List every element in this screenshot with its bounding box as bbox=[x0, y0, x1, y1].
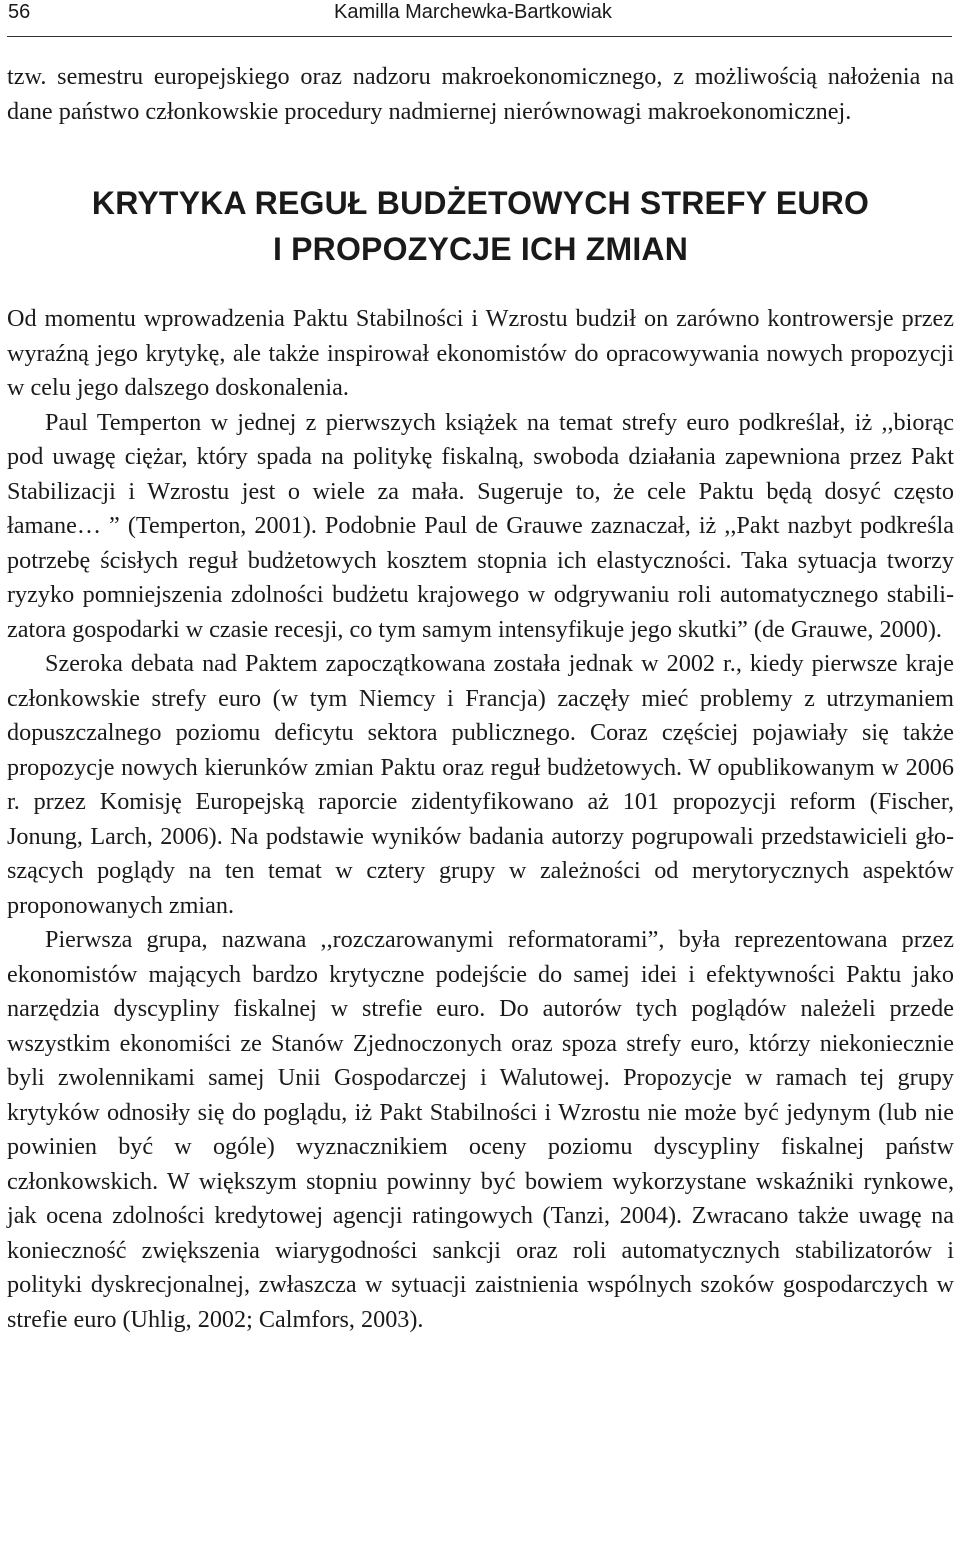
body-text bbox=[7, 60, 954, 1337]
page-number: 56 bbox=[8, 1, 31, 23]
header-rule bbox=[7, 36, 952, 37]
section-heading-line-2: I PROPOZYCJE ICH ZMIAN bbox=[272, 231, 689, 267]
running-header-author: Kamilla Marchewka-Bartkowiak bbox=[334, 1, 612, 23]
paragraph-4: Pierwsza grupa, nazwana ,,rozczarowanymi reformatorami”, była reprezentowana przez ekonomistów mających bardzo krytyczne podejście do samej idei i efektywności Paktu jako narzędzia dyscypliny fiskalnej w strefie euro. Do autorów tych poglądów należeli przede wszystkim ekonomiści ze Stanów Zjednoczonych oraz spoza strefy euro, którzy niekoniecznie byli zwolennikami samej Unii Gospodarczej i Walutowej. Propozycje w ramach tej grupy krytyków odnosiły się do poglądu, iż Pakt Stabilności i Wzrostu nie może być jedynym (lub nie powinien być w ogóle) wyznacznikiem oceny poziomu dyscypliny fiskalnej państw członkowskich. W większym stopniu powinny być bowiem wykorzystane wskaźniki rynkowe, jak ocena zdolności kredytowej agencji ratingowych (Tanzi, 2004). Zwracano także uwagę na konieczność zwiększenia wiarygodności sankcji oraz roli automatycznych stabilizatorów i polityki dyskrecjonalnej, zwłaszcza w sytuacji zaistnienia wspólnych szoków gospodarczych w strefie euro (Uhlig, 2002; Calmfors, 2003). bbox=[7, 926, 954, 1333]
paragraph-1: Od momentu wprowadzenia Paktu Stabilności i Wzrostu budził on zarówno kontrowersje przez wyraźną jego krytykę, ale także inspirował ekonomistów do opracowywania nowych propozycji w celu jego dalszego doskonalenia. bbox=[7, 305, 954, 401]
section-heading bbox=[7, 180, 954, 272]
section-heading-line-1: KRYTYKA REGUŁ BUDŻETOWYCH STREFY EURO bbox=[91, 185, 870, 221]
paragraph-3: Szeroka debata nad Paktem zapoczątkowana została jednak w 2002 r., kiedy pierwsze kraje członkowskie strefy euro (w tym Niemcy i Francja) zaczęły mieć problemy z utrzymaniem dopuszczalnego poziomu deficytu sektora publicznego. Coraz częściej pojawiały się także propozycje nowych kierunków zmian Paktu oraz reguł budżetowych. W opublikowanym w 2006 r. przez Komisję Europejską raporcie zidentyfikowano aż 101 propozycji reform (Fischer, Jonung, Larch, 2006). Na podstawie wyników badania autorzy pogrupowali przedstawicieli głoszących poglądy na ten temat w cztery grupy w zależności od merytorycznych aspektów proponowanych zmian. bbox=[7, 650, 954, 919]
running-header bbox=[7, 0, 952, 30]
intro-paragraph: tzw. semestru europejskiego oraz nadzoru makroekonomicznego, z możliwością nałożenia na dane państwo członkowskie procedury nadmiernej nierównowagi makroekonomicznej. bbox=[7, 63, 954, 125]
paragraph-2: Paul Temperton w jednej z pierwszych książek na temat strefy euro podkreślał, iż ,,biorąc pod uwagę ciężar, który spada na politykę fiskalną, swoboda działania zapewniona przez Pakt Stabilizacji i Wzrostu jest o wiele za mała. Sugeruje to, że cele Paktu będą dosyć często łamane… ” (Temperton, 2001). Podobnie Paul de Grauwe zaznaczał, iż ,,Pakt nazbyt podkreśla potrzebę ścisłych reguł budżetowych kosztem stopnia ich elastyczności. Taka sytuacja tworzy ryzyko pomniejszenia zdolności budżetu krajowego w odgrywaniu roli automatycznego stabilizatora gospodarki w czasie recesji, co tym samym intensyfikuje jego skutki” (de Grauwe, 2000). bbox=[7, 408, 954, 643]
